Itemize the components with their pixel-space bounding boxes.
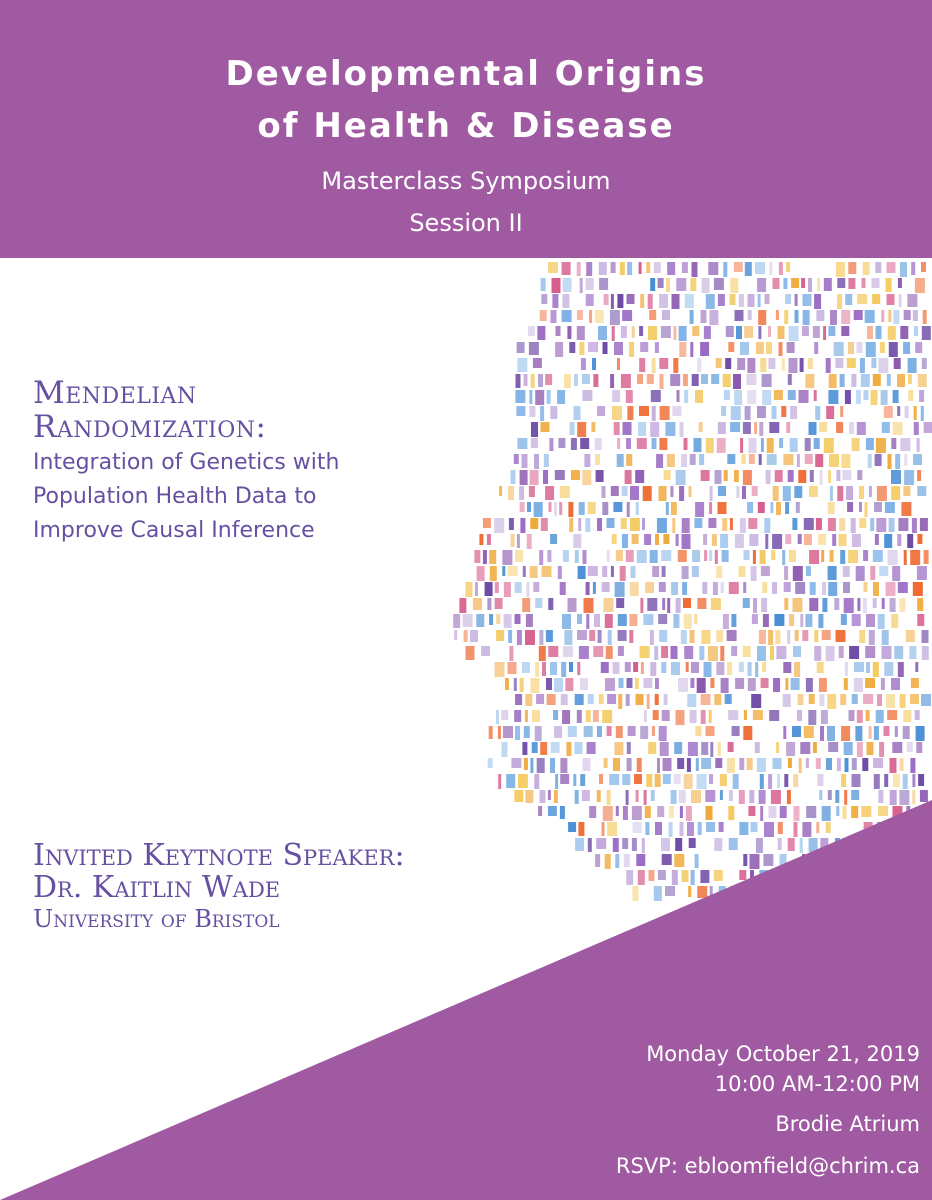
topic-subtitle-line-3: Improve Causal Inference [33,518,315,543]
event-time: 10:00 AM-12:00 PM [714,1072,920,1096]
rsvp-contact: RSVP: ebloomfield@chrim.ca [615,1154,920,1178]
speaker-heading: Invited Keytnote Speaker: [33,838,405,873]
topic-title-line-2: Randomization: [33,409,267,445]
subtitle: Masterclass Symposium [321,167,611,195]
topic-subtitle-line-2: Population Health Data to [33,484,317,509]
speaker-affiliation: University of Bristol [33,905,280,933]
event-location: Brodie Atrium [775,1112,920,1136]
topic-subtitle-line-1: Integration of Genetics with [33,450,340,475]
speaker-block [33,840,405,934]
topic-title-line-1: Mendelian [33,375,197,411]
title-line-1: Developmental Origins [225,54,707,94]
event-date: Monday October 21, 2019 [646,1042,920,1066]
speaker-name: Dr. Kaitlin Wade [33,870,281,905]
title-line-2: of Health & Disease [257,106,675,146]
topic-block [33,376,339,548]
session-label: Session II [409,209,523,237]
